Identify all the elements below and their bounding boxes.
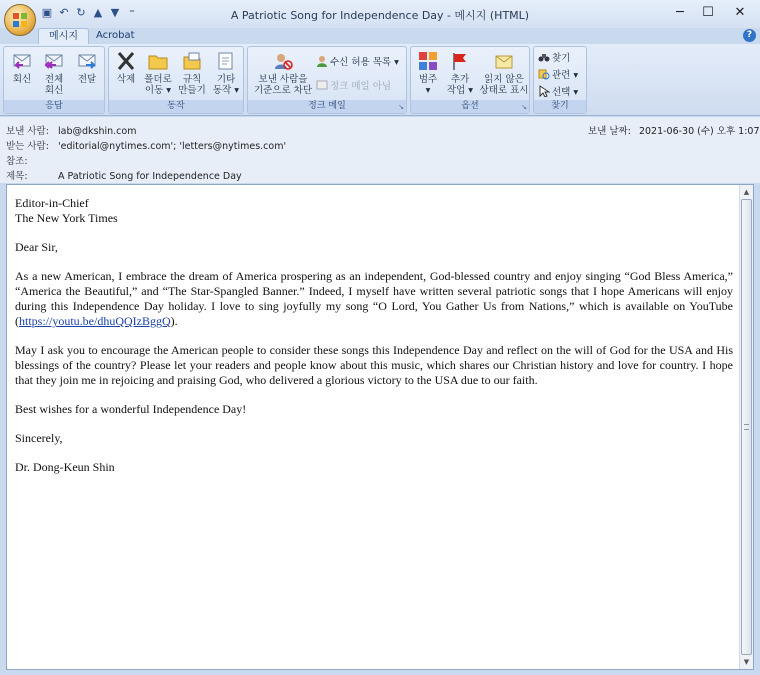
categorize-button[interactable]: 범주 ▾ [413,51,443,96]
up-icon[interactable]: ▲ [93,6,103,19]
message-content [15,196,733,489]
scroll-up-icon[interactable]: ▲ [743,188,750,196]
rule-icon [181,51,203,71]
forward-icon [76,51,98,71]
title-bar [0,0,760,28]
options-dialog-launcher-icon[interactable]: ↘ [521,103,527,111]
signature: Dr. Dong-Keun Shin [15,460,115,474]
sent-row [588,123,759,137]
sent-label: 보낸 날짜: [588,126,631,137]
reply-all-button[interactable]: 전체 회신 [38,51,70,96]
group-actions-label: 동작 [109,100,243,113]
group-find [533,46,587,114]
paragraph-1: As a new American, I embrace the dream of America prospering as an independent, God-blessed country and enjoy singing “God Bless America,” “America the Beautiful,” and “The Star-Spangled Banner.” Indeed, I myself have written several patriotic songs that I hope Americans will enjoy during this Independence Day holiday. I love to sing joyfully my song “O Lord, You Gather Us from Nations,” which is available on YouTube (https://youtu.be/dhuQQIzBggQ). [15,269,733,328]
tab-message[interactable]: 메시지 [38,28,89,44]
down-icon[interactable]: ▼ [110,6,120,19]
block-sender-icon [272,51,294,71]
reply-icon [11,51,33,71]
flag-icon [449,51,471,71]
find-button[interactable]: 찾기 [538,51,570,65]
group-options [410,46,530,114]
junk-dialog-launcher-icon[interactable]: ↘ [398,103,404,111]
scroll-down-icon[interactable]: ▼ [743,658,750,666]
to-value[interactable]: 'editorial@nytimes.com'; 'letters@nytimes.com' [58,141,287,152]
reply-button[interactable]: 회신 [6,51,38,85]
delete-icon [115,51,137,71]
message-header [0,117,760,183]
group-find-label: 찾기 [534,100,586,113]
forward-button[interactable]: 전달 [70,51,104,85]
youtube-link[interactable]: https://youtu.be/dhuQQIzBggQ [19,314,171,328]
sent-value: 2021-06-30 (수) 오후 1:07 [638,126,760,137]
group-junk-label: 정크 메일 [248,100,406,113]
paragraph-3: Best wishes for a wonderful Independence Day! [15,402,247,416]
delete-button[interactable]: 삭제 [111,51,141,85]
redo-icon[interactable]: ↻ [76,6,86,19]
cc-label: 참조: [6,156,28,167]
safe-list-icon [316,55,328,67]
customize-qat-icon[interactable]: ⁼ [129,6,135,19]
ribbon [0,44,760,116]
addressee-line-2: The New York Times [15,211,118,225]
folder-icon [147,51,169,71]
ribbon-tabs [0,28,760,44]
subject-label: 제목: [6,171,28,182]
cc-row [6,153,58,167]
safe-list-button[interactable]: 수신 허용 목록 ▾ [316,55,399,69]
to-row [6,138,286,152]
select-cursor-icon [538,85,550,97]
reply-all-icon [43,51,65,71]
addressee-line-1: Editor-in-Chief [15,196,89,210]
window-title: A Patriotic Song for Independence Day - 메시지 (HTML) [230,9,530,22]
scroll-thumb[interactable] [741,199,752,655]
other-actions-icon [215,51,237,71]
from-value[interactable]: lab@dkshin.com [58,126,137,137]
undo-icon[interactable]: ↶ [59,6,69,19]
group-junk-email [247,46,407,114]
minimize-button[interactable]: ─ [676,5,684,20]
subject-value: A Patriotic Song for Independence Day [58,171,242,182]
vertical-scrollbar[interactable] [739,185,753,669]
block-sender-button[interactable]: 보낸 사람을 기준으로 차단 [250,51,316,96]
mark-unread-icon [493,51,515,71]
office-button[interactable] [4,4,36,36]
categorize-icon [417,51,439,71]
create-rule-button[interactable]: 규칙 만들기 [175,51,209,96]
not-junk-button[interactable]: 정크 메일 아님 [316,79,391,93]
group-options-label: 옵션 [411,100,529,113]
help-icon[interactable]: ? [743,29,756,42]
message-body[interactable] [6,184,754,670]
from-row [6,123,136,137]
scroll-grip-icon [744,424,749,430]
maximize-button[interactable]: ☐ [702,5,714,20]
related-icon [538,68,550,80]
move-to-folder-button[interactable]: 폴더로 이동 ▾ [141,51,175,96]
mark-unread-button[interactable]: 읽지 않은 상태로 표시 [477,51,531,96]
group-respond [3,46,105,114]
greeting: Dear Sir, [15,240,58,254]
related-button[interactable]: 관련 ▾ [538,68,578,82]
close-button[interactable]: ✕ [734,5,746,20]
subject-row [6,168,242,182]
to-label: 받는 사람: [6,141,49,152]
tab-acrobat[interactable]: Acrobat [96,30,135,41]
group-actions [108,46,244,114]
not-junk-icon [316,79,328,91]
binoculars-icon [538,51,550,63]
paragraph-2: May I ask you to encourage the American people to consider these songs this Independence Day and reflect on the will of God for the USA and His blessings of the country? Please let your readers and people know about this music, which shares our Christian history and love for country. I hope that they join me in rejoicing and praising God, who delivered a glorious victory to the USA due to our faith. [15,343,733,387]
save-icon[interactable]: ▣ [41,6,53,19]
follow-up-button[interactable]: 추가 작업 ▾ [443,51,477,96]
office-logo-icon [12,12,28,28]
group-respond-label: 응답 [4,100,104,113]
select-button[interactable]: 선택 ▾ [538,85,578,99]
from-label: 보낸 사람: [6,126,49,137]
other-actions-button[interactable]: 기타 동작 ▾ [209,51,243,96]
closing: Sincerely, [15,431,63,445]
